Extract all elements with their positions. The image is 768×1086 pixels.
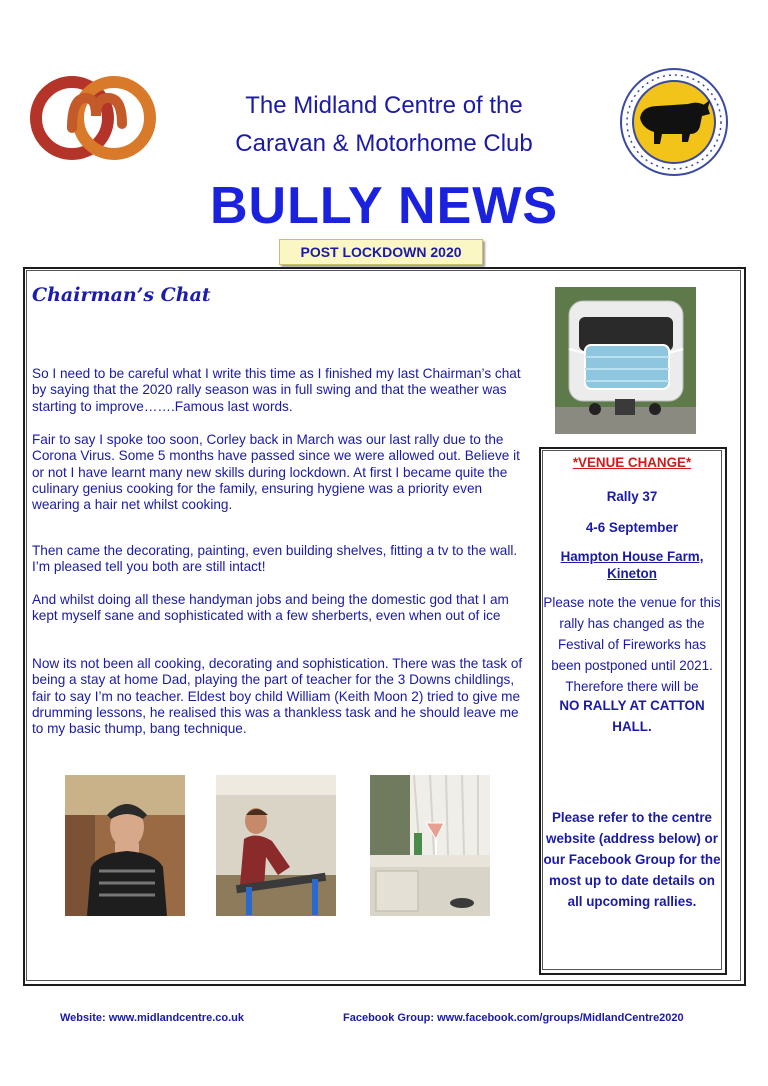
refer-notice: Please refer to the centre website (address below) or our Facebook Group for the most up to date details on all upcoming rallies. bbox=[543, 810, 721, 909]
title-line-1: The Midland Centre of the bbox=[245, 92, 523, 119]
footer-facebook: Facebook Group: www.facebook.com/groups/MidlandCentre2020 bbox=[343, 1012, 684, 1024]
article-paragraph: Fair to say I spoke too soon, Corley back in March was our last rally due to the Corona Virus. Some 5 months have passed since we were allowed out. Believe it or not I have learnt many new skills during lockdown. At first I became quite the culinary genius cooking for the family, ensuring hygiene was a priority even wearing a hair net whilst cooking. bbox=[32, 432, 520, 513]
footer-website: Website: www.midlandcentre.co.uk bbox=[60, 1012, 244, 1024]
no-rally-notice: NO RALLY AT CATTON HALL. bbox=[559, 698, 705, 734]
article-paragraph: And whilst doing all these handyman jobs and being the domestic god that I am kept myself sane and sophisticated with a few sherberts, even when out of ice bbox=[32, 592, 509, 624]
article-paragraph: Then came the decorating, painting, even building shelves, fitting a tv to the wall. I’m pleased tell you both are still intact! bbox=[32, 543, 518, 575]
title-line-2: Caravan & Motorhome Club bbox=[235, 130, 533, 157]
rally-number: Rally 37 bbox=[606, 489, 658, 504]
caravan-photo bbox=[555, 287, 696, 434]
rally-dates: 4-6 September bbox=[585, 520, 679, 535]
rally-venue: Hampton House Farm, Kineton bbox=[560, 549, 704, 581]
venue-change-heading: *VENUE CHANGE* bbox=[572, 455, 692, 470]
photo-cocktail-windowsill bbox=[370, 775, 490, 916]
bull-logo-icon bbox=[618, 66, 730, 178]
photo-man-hairnet bbox=[65, 775, 185, 916]
newsletter-name: BULLY NEWS bbox=[209, 177, 559, 235]
photo-man-diy bbox=[216, 775, 336, 916]
venue-note: Please note the venue for this rally has changed as the Festival of Fireworks has been postponed until 2021. Therefore there will be bbox=[543, 595, 721, 694]
chairmans-chat-heading: Chairman’s Chat bbox=[32, 284, 211, 306]
article-paragraph: So I need to be careful what I write this time as I finished my last Chairman’s chat by saying that the 2020 rally season was in full swing and that the weather was starting to improve…….Famous last words. bbox=[32, 366, 521, 414]
article-paragraph: Now its not been all cooking, decorating and sophistication. There was the task of being a stay at home Dad, playing the part of teacher for the 3 Downs childlings, fair to say I’m no teacher. Eldest boy child William (Keith Moon 2) tried to give me drumming lessons, he realised this was a thankless task and he should leave me to my basic thump, bang technique. bbox=[32, 656, 523, 737]
edition-badge: POST LOCKDOWN 2020 bbox=[279, 239, 483, 265]
